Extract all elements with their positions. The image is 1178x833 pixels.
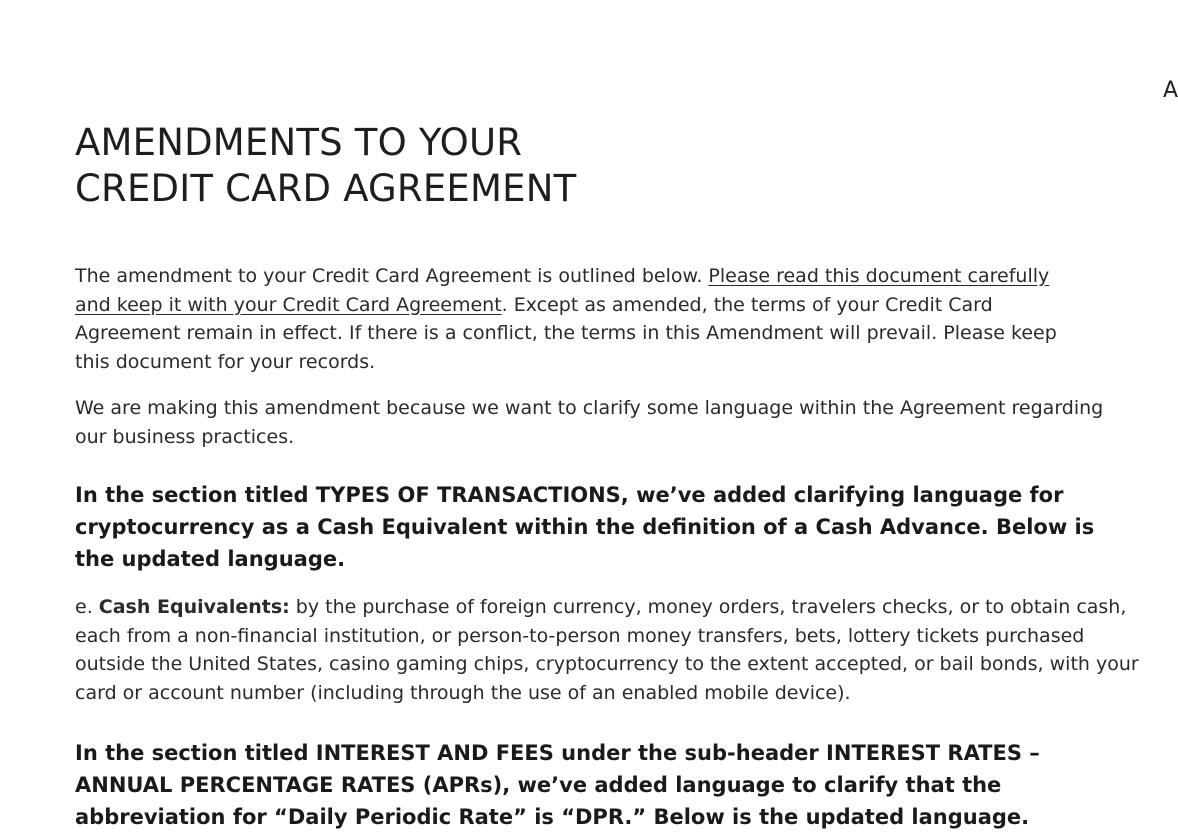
item-prefix: e. <box>75 596 99 618</box>
section-types-of-transactions-heading: In the section titled TYPES OF TRANSACTIONS, we’ve added clarifying language for cryptocurrency as a Cash Equivalent within the definition of a Cash Advance. Below is the updated language. <box>75 483 1095 571</box>
section-interest-and-fees-heading: In the section titled INTEREST AND FEES under the sub-header INTEREST RATES – ANNUAL PERCENTAGE RATES (APRs), we’ve added language to clarify that the abbreviation for “Daily Periodic Rate” is “DPR.” Below is the updated language. <box>75 741 1040 829</box>
cropped-edge-text: A <box>1163 78 1178 103</box>
read-carefully-notice: Please read this document carefully and keep it with your Credit Card Agreement <box>75 265 1050 316</box>
purpose-paragraph: We are making this amendment because we want to clarify some language within the Agreement regarding our business practices. <box>75 397 1104 448</box>
intro-text-end: . Except as amended, the terms of your Credit Card Agreement remain in effect. If there is a conflict, the terms in this Amendment will prevail. Please keep this document for your records. <box>75 293 1057 373</box>
amendment-document <box>75 120 1145 833</box>
title-line-2: CREDIT CARD AGREEMENT <box>75 167 577 210</box>
cash-equivalents-term: Cash Equivalents: <box>98 596 290 618</box>
title-line-1: AMENDMENTS TO YOUR <box>75 121 523 164</box>
cash-equivalents-item <box>75 593 1145 707</box>
cash-equivalents-definition: by the purchase of foreign currency, money orders, travelers checks, or to obtain cash, each from a non-financial institution, or person-to-person money transfers, bets, lottery tickets purchased outside the United States, casino gaming chips, cryptocurrency to the extent accepted, or bail bonds, with your card or account number (including through the use of an enabled mobile device). <box>75 596 1139 704</box>
document-title <box>75 120 1145 212</box>
intro-paragraph <box>75 262 1065 376</box>
intro-text-start: The amendment to your Credit Card Agreement is outlined below. <box>75 265 709 287</box>
